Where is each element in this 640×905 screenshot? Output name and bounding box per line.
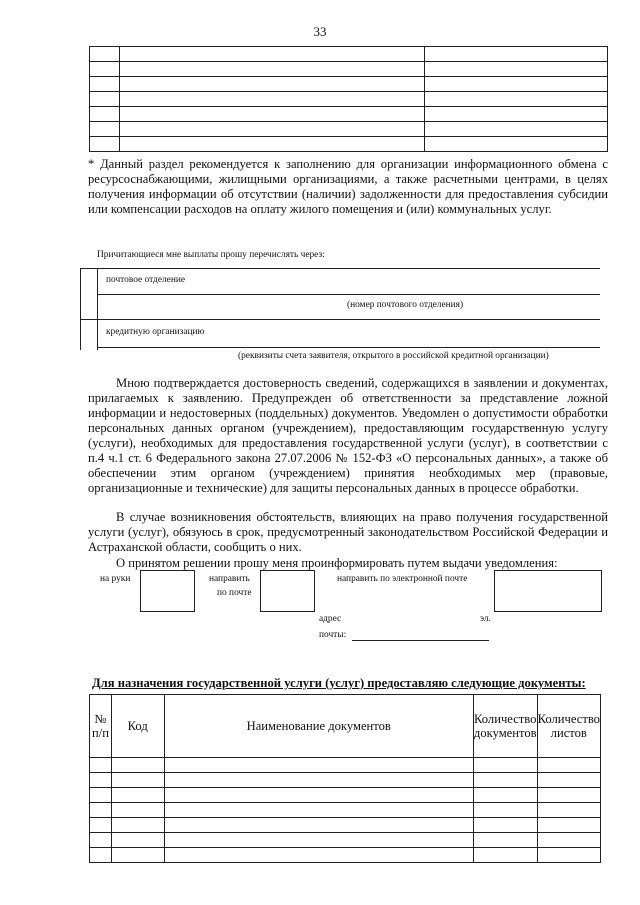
table-row	[90, 107, 608, 122]
circumstances-text: В случае возникновения обстоятельств, влияющих на право получения государственной услуги (услуг), обязуюсь в срок, предусмотренный законодательством Российской Федерации и Астраханской области, сообщить о них.	[88, 510, 608, 554]
post-office-hint: (номер почтового отделения)	[347, 300, 464, 310]
table-row	[90, 833, 601, 848]
table-row	[90, 77, 608, 92]
payment-intro: Причитающиеся мне выплаты прошу перечислять через:	[97, 250, 325, 260]
email-label: почты:	[319, 630, 347, 640]
header-count-docs: Количество документов	[473, 695, 537, 758]
by-mail-label: направить	[209, 574, 250, 584]
credit-org-hint: (реквизиты счета заявителя, открытого в российской кредитной организации)	[238, 351, 549, 361]
divider	[97, 268, 98, 350]
confirmation-text: Мною подтверждается достоверность сведений, содержащихся в заявлении и документах, прилагаемых к заявлению. Предупрежден об ответственности за представление ложной информации и недостоверных (поддельных) документов. Уведомлен о допустимости обработки персональных данных органом (учреждением), предоставляющим государственную услугу (услуги), необходимых для предоставления государственной услуги (услуг), в соответствии с п.4 ч.1 ст. 6 Федерального закона 27.07.2006 № 152-ФЗ «О персональных данных», а также об обеспечении этим органом (учреждением) принятия необходимых мер (правовые, организационные и технические) для защиты персональных данных в процессе обработки.	[88, 376, 608, 495]
documents-table	[89, 694, 601, 863]
top-table	[89, 46, 608, 152]
documents-title: Для назначения государственной услуги (услуг) предоставляю следующие документы:	[92, 676, 586, 690]
page-number: 33	[313, 24, 327, 39]
table-row	[90, 788, 601, 803]
table-row	[90, 773, 601, 788]
header-count-sheets: Количество листов	[537, 695, 600, 758]
table-row	[90, 62, 608, 77]
post-office-label: почтовое отделение	[106, 275, 186, 285]
header-num: № п/п	[90, 695, 112, 758]
table-row	[90, 122, 608, 137]
header-code: Код	[111, 695, 164, 758]
email-short-label: эл.	[480, 614, 491, 624]
table-row	[90, 758, 601, 773]
divider	[80, 268, 81, 350]
by-mail-label-2: по почте	[217, 588, 252, 598]
table-row	[90, 137, 608, 152]
divider	[80, 319, 600, 320]
divider	[97, 347, 600, 348]
table-row	[90, 92, 608, 107]
divider	[80, 268, 600, 269]
email-input-line[interactable]	[352, 640, 489, 641]
footnote: * Данный раздел рекомендуется к заполнению для организации информационного обмена с ресурсоснабжающими, жилищными организациями, а также расчетными центрами, в целях получения информации об отсутствии (наличии) задолженности для предоставления субсидии или компенсации расходов на оплату жилого помещения и (или) коммунальных услуг.	[88, 157, 608, 216]
divider	[97, 294, 600, 295]
table-row	[90, 47, 608, 62]
credit-org-label: кредитную организацию	[106, 327, 205, 337]
table-row	[90, 818, 601, 833]
table-row	[90, 803, 601, 818]
header-name: Наименование документов	[164, 695, 473, 758]
table-header-row	[90, 695, 601, 758]
table-row	[90, 848, 601, 863]
by-mail-checkbox[interactable]	[260, 570, 315, 612]
in-hand-checkbox[interactable]	[140, 570, 195, 612]
in-hand-label: на руки	[100, 574, 131, 584]
by-email-checkbox[interactable]	[494, 570, 602, 612]
by-email-label: направить по электронной почте	[337, 574, 468, 584]
address-label: адрес	[319, 614, 342, 624]
notify-text: О принятом решении прошу меня проинформировать путем выдачи уведомления:	[116, 556, 558, 570]
